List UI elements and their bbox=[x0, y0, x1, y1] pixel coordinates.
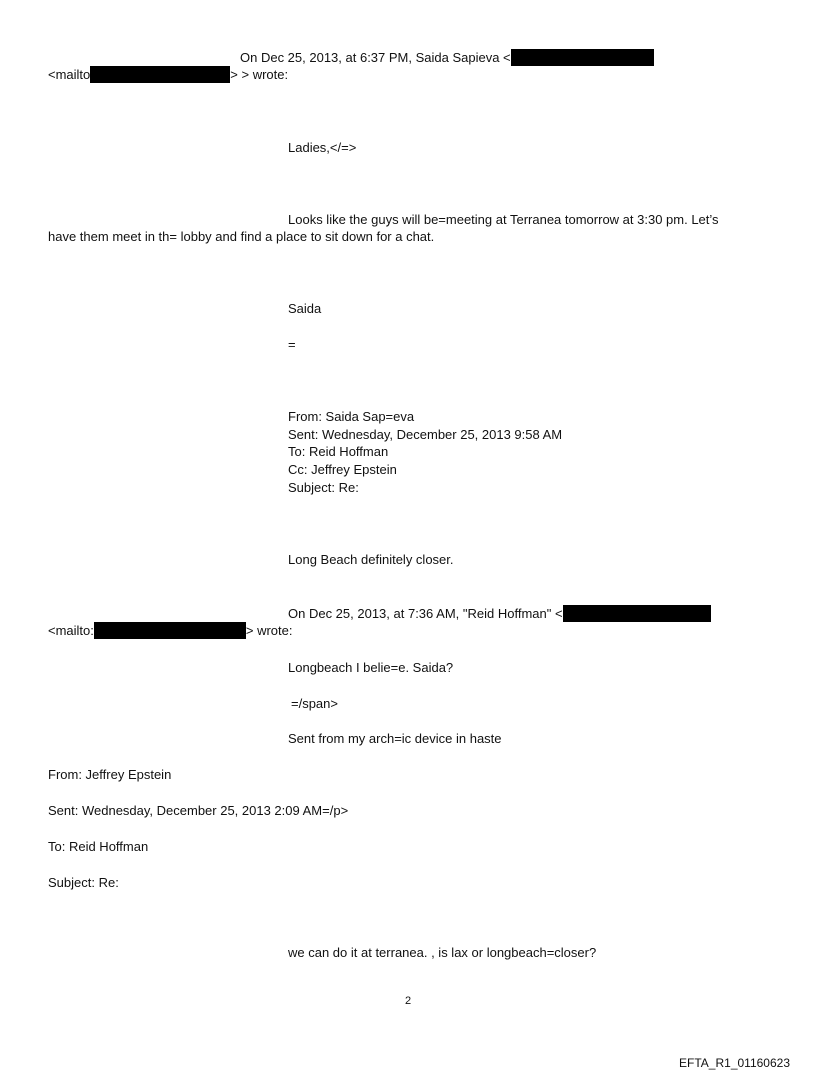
to-2: To: Reid Hoffman bbox=[48, 839, 149, 854]
subject-2: Subject: Re: bbox=[48, 875, 119, 890]
quoted-header-2-line-2 bbox=[48, 622, 293, 639]
sent-from-line: Sent from my arch=ic device in haste bbox=[288, 731, 502, 746]
wrote-text: > > wrote: bbox=[230, 67, 289, 82]
quoted-header-1-line-2 bbox=[48, 66, 288, 83]
span-close-line: =/span> bbox=[291, 696, 338, 711]
from-2: From: Jeffrey Epstein bbox=[48, 767, 172, 782]
wrote-text: > wrote: bbox=[245, 623, 293, 638]
body-1-line-1: Looks like the guys will be=meeting at Terranea tomorrow at 3:30 pm. Let’s bbox=[288, 212, 719, 227]
quoted-header-2-line-1 bbox=[288, 605, 711, 622]
subject-1: Subject: Re: bbox=[288, 480, 359, 495]
body-3: Longbeach I belie=e. Saida? bbox=[288, 660, 454, 675]
mailto-prefix: <mailto bbox=[48, 67, 91, 82]
header-text: On Dec 25, 2013, at 7:36 AM, "Reid Hoffman" < bbox=[288, 606, 563, 621]
cc-1: Cc: Jeffrey Epstein bbox=[288, 462, 397, 477]
to-1: To: Reid Hoffman bbox=[288, 444, 389, 459]
page-number: 2 bbox=[404, 995, 412, 1007]
header-text: On Dec 25, 2013, at 6:37 PM, Saida Sapieva < bbox=[240, 50, 511, 65]
from-1: From: Saida Sap=eva bbox=[288, 409, 415, 424]
redaction-block bbox=[90, 66, 230, 83]
mailto-prefix: <mailto: bbox=[48, 623, 94, 638]
redaction-block bbox=[94, 622, 246, 639]
document-id: EFTA_R1_01160623 bbox=[679, 1056, 790, 1070]
quoted-header-1-line-1 bbox=[240, 49, 654, 66]
sent-2: Sent: Wednesday, December 25, 2013 2:09 AM=/p> bbox=[48, 803, 349, 818]
body-1-line-2: have them meet in th= lobby and find a place to sit down for a chat. bbox=[48, 229, 435, 244]
redaction-block bbox=[563, 605, 711, 622]
body-2: Long Beach definitely closer. bbox=[288, 552, 454, 567]
equals-line: = bbox=[288, 337, 296, 352]
greeting: Ladies,</=> bbox=[288, 140, 357, 155]
body-4: we can do it at terranea. , is lax or longbeach=closer? bbox=[288, 945, 597, 960]
signature: Saida bbox=[288, 301, 322, 316]
redaction-block bbox=[511, 49, 654, 66]
sent-1: Sent: Wednesday, December 25, 2013 9:58 AM bbox=[288, 427, 563, 442]
